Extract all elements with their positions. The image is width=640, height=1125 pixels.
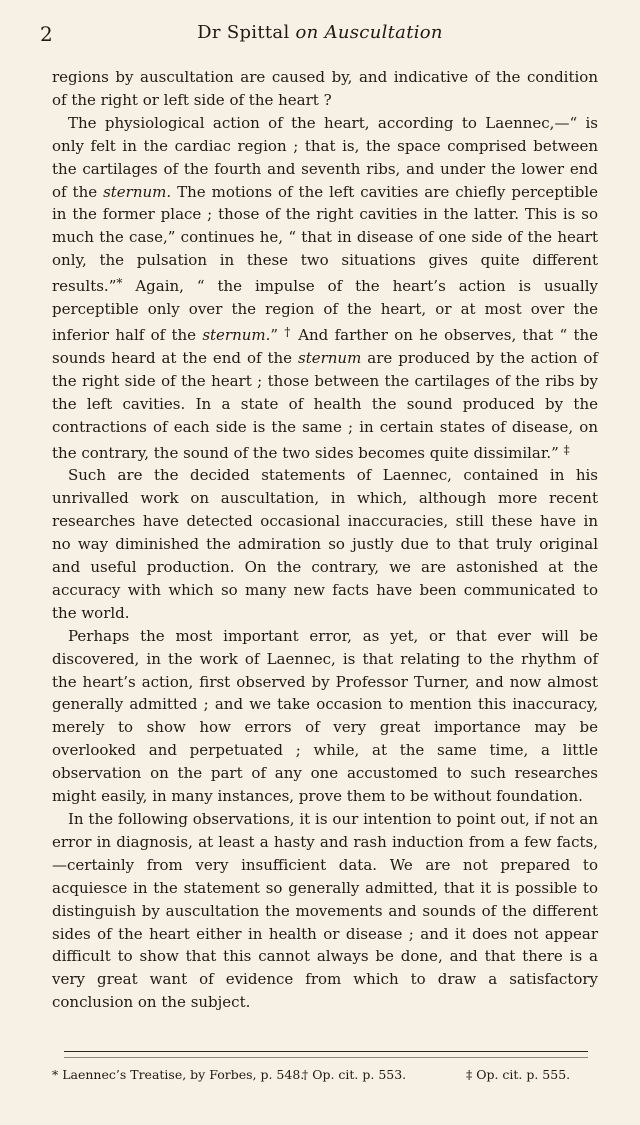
paragraph-text: Such are the decided statements of Laennec, contained in his unrivalled work on auscultation, in which, although more recent researches have detected occasional inaccuracies, still these have in no way diminished the admiration so justly due to that truly original and useful production. On the contrary, we are astonished at the accuracy with which so many new facts have been communicated to the world.: [52, 466, 598, 622]
paragraph-statements: [52, 464, 598, 624]
footnote-marker: *: [116, 276, 123, 291]
footnote-rule: [64, 1051, 588, 1052]
paragraph-important-error: [52, 625, 598, 808]
paragraph-text: ”: [270, 325, 285, 344]
footnote-2: † Op. cit. p. 553.: [301, 1067, 407, 1082]
paragraph-text: regions by auscultation are caused by, and indicative of the condition of the right or left side of the heart ?: [52, 68, 598, 109]
footnote-3: ‡ Op. cit. p. 555.: [465, 1067, 571, 1082]
italic-term: sternum.: [103, 182, 172, 201]
footnote-marker: †: [284, 324, 292, 339]
paragraph-text: Perhaps the most important error, as yet, or that ever will be discovered, in the work of Laennec, is that relating to the rhythm of the heart’s action, first observed by Professor Turner, and now almost generally admitted ; and we take occasion to mention this inaccuracy, merely to show how errors of very great importance may be overlooked and perpetuated ; while, at the same time, a little observation on the part of any one accustomed to such researches might easily, in many instances, prove them to be without foundation.: [52, 626, 598, 806]
running-head: [40, 22, 600, 50]
body-text: [52, 66, 598, 1014]
running-title: [40, 22, 600, 43]
running-title-author: Dr Spittal: [197, 22, 290, 43]
italic-term: sternum.: [202, 325, 271, 344]
paragraph-text: In the following observations, it is our intention to point out, if not an error in diagnosis, at least a hasty and rash induction from a few facts,—certainly from very insufficient data. We are not prepared to acquiesce in the statement so generally admitted, that it is possible to distinguish by auscultation the movements and sounds of the different sides of the heart either in health or disease ; and it does not appear difficult to show that this cannot always be done, and that there is a very great want of evidence from which to draw a satisfactory conclusion on the subject.: [52, 810, 598, 1012]
paragraph-continued: [52, 66, 598, 112]
paragraph-laennec-quotes: [52, 112, 598, 465]
paragraph-text: The motions of the left cavities are chiefly perceptible in the former place ; those of the right cavities in the latter. This is so much the case,” continues he, “ that in disease of one side of the heart only, the pulsation in these two situations gives quite different results.”: [52, 182, 598, 296]
footnote-rule-thin: [64, 1057, 588, 1058]
paragraph-text: The physiological action of the heart, according to Laennec,—“ is only felt in the cardiac region ; that is, the space comprised between the cartilages of the fourth and seventh ribs, and under the lower end of the: [52, 113, 598, 201]
footnote-1: * Laennec’s Treatise, by Forbes, p. 548.: [52, 1067, 305, 1082]
paragraph-text: are produced by the action of the right side of the heart ; those between the cartilages of the ribs by the left cavities. In a state of health the sound produced by the contractions of each side is the same ; in certain states of disease, on the contrary, the sound of the two sides becomes quite dissimilar.”: [52, 348, 598, 462]
page-number: 2: [40, 22, 54, 46]
paragraph-text: And farther on he observes, that “ the sounds heard at the end of the: [52, 325, 599, 367]
footnotes: [52, 1066, 604, 1084]
paragraph-text: Again, “ the impulse of the heart’s action is usually perceptible only over the region of the heart, or at most over the inferior half of the: [52, 277, 598, 344]
paragraph-observations: [52, 808, 598, 1014]
running-title-subject: on Auscultation: [295, 22, 443, 43]
italic-term: sternum: [298, 348, 362, 367]
footnote-marker: ‡: [563, 442, 570, 457]
